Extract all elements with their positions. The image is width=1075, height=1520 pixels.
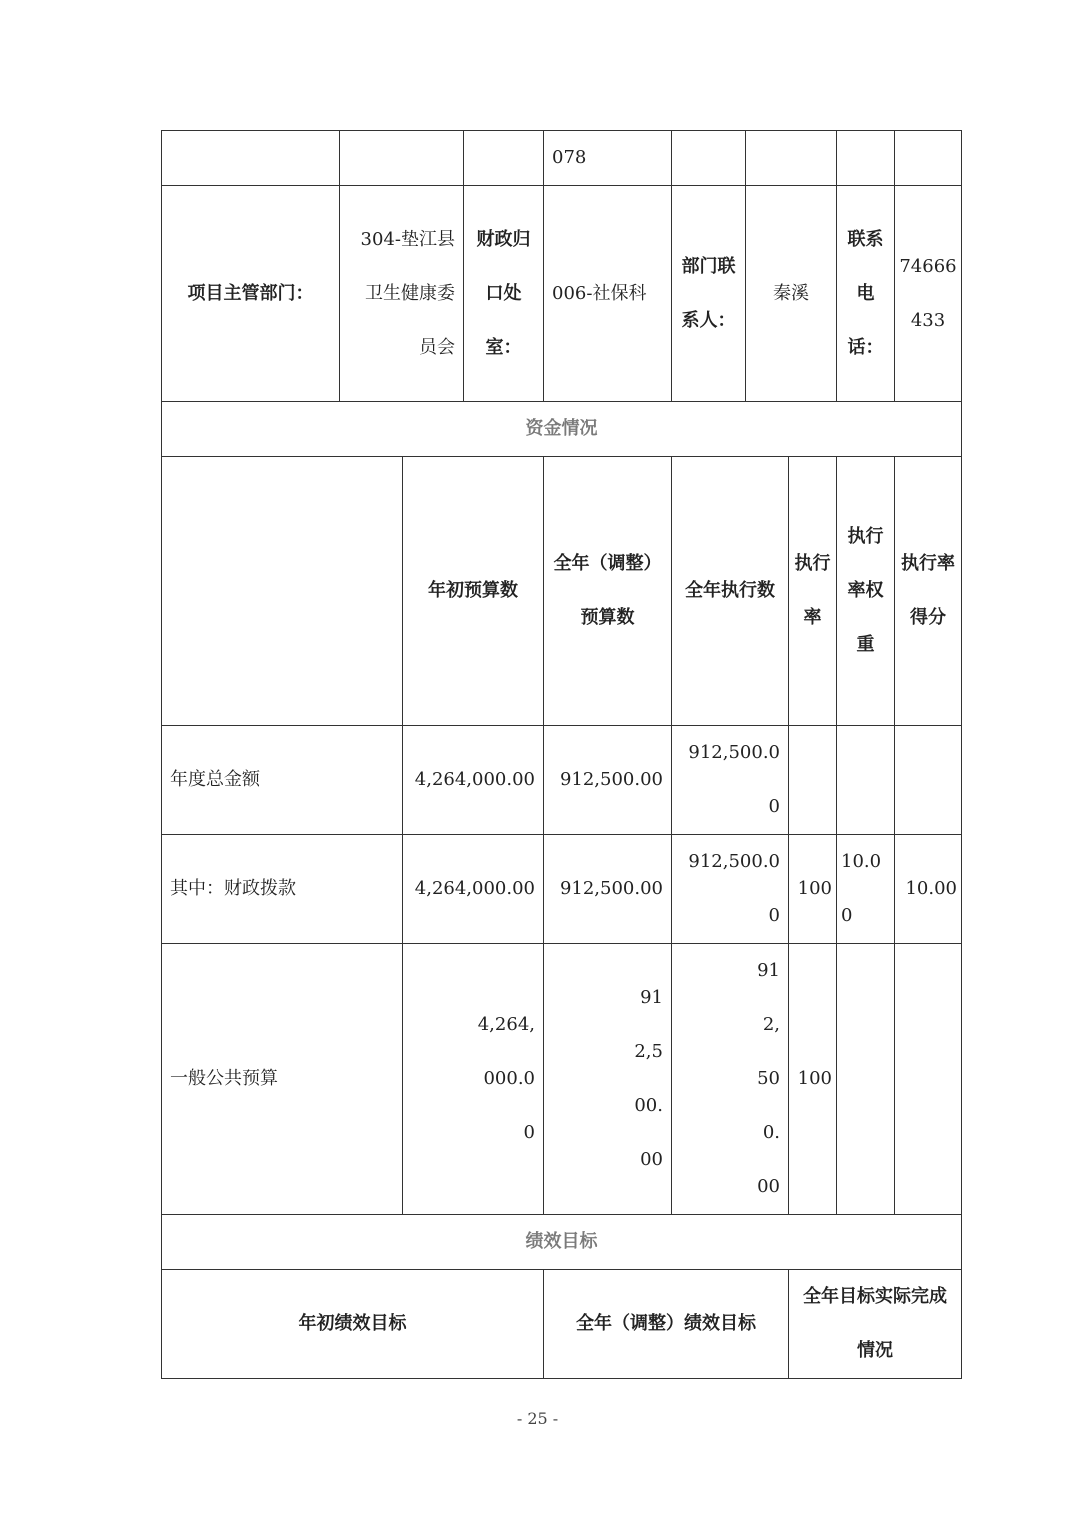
table-row [162, 944, 962, 1215]
header-adjusted-goal: 全年（调整）绩效目标 [544, 1270, 789, 1379]
rate-weight-value [837, 944, 895, 1215]
initial-budget-value: 4,264,000.00 [403, 726, 544, 835]
adjusted-budget-value: 912,500.00 [544, 726, 672, 835]
dept-label: 项目主管部门： [162, 186, 340, 402]
finance-office-value: 006-社保科 [544, 186, 672, 402]
adjusted-budget-value: 912,500.00 [544, 835, 672, 944]
header-rate-score: 执行率得分 [895, 457, 962, 726]
rate-score-value: 10.00 [895, 835, 962, 944]
phone-label: 联系电话： [837, 186, 895, 402]
exec-rate-value [789, 726, 837, 835]
header-adjusted-budget: 全年（调整）预算数 [544, 457, 672, 726]
table-row [162, 726, 962, 835]
executed-value: 912,500.00 [672, 835, 789, 944]
funds-header-row [162, 457, 962, 726]
funds-section-row [162, 402, 962, 457]
empty-cell [162, 131, 340, 186]
goals-section-title: 绩效目标 [162, 1215, 962, 1270]
phone-tail-cell: 078 [544, 131, 672, 186]
table-row [162, 835, 962, 944]
header-initial-goal: 年初绩效目标 [162, 1270, 544, 1379]
department-info-row [162, 186, 962, 402]
row-label: 年度总金额 [162, 726, 403, 835]
contact-person-value: 秦溪 [746, 186, 837, 402]
phone-value: 74666433 [895, 186, 962, 402]
empty-cell [746, 131, 837, 186]
header-actual-completion: 全年目标实际完成情况 [789, 1270, 962, 1379]
adjusted-budget-value: 912,500.00 [544, 944, 672, 1215]
executed-value: 912,500.00 [672, 944, 789, 1215]
header-executed: 全年执行数 [672, 457, 789, 726]
row-label: 一般公共预算 [162, 944, 403, 1215]
executed-value: 912,500.00 [672, 726, 789, 835]
performance-table [161, 130, 962, 1379]
empty-cell [464, 131, 544, 186]
initial-budget-value: 4,264,000.00 [403, 944, 544, 1215]
header-initial-budget: 年初预算数 [403, 457, 544, 726]
funds-section-title: 资金情况 [162, 402, 962, 457]
contact-person-label: 部门联系人： [672, 186, 746, 402]
contact-continuation-row [162, 131, 962, 186]
rate-score-value [895, 726, 962, 835]
empty-cell [895, 131, 962, 186]
empty-cell [837, 131, 895, 186]
header-exec-rate: 执行率 [789, 457, 837, 726]
finance-office-label: 财政归口处室： [464, 186, 544, 402]
exec-rate-value: 100 [789, 944, 837, 1215]
row-label: 其中：财政拨款 [162, 835, 403, 944]
exec-rate-value: 100 [789, 835, 837, 944]
dept-value: 304-垫江县卫生健康委员会 [340, 186, 464, 402]
goals-header-row [162, 1270, 962, 1379]
empty-cell [162, 457, 403, 726]
empty-cell [672, 131, 746, 186]
rate-weight-value: 10.00 [837, 835, 895, 944]
page-number: - 25 - [516, 1409, 559, 1428]
rate-score-value [895, 944, 962, 1215]
initial-budget-value: 4,264,000.00 [403, 835, 544, 944]
header-rate-weight: 执行率权重 [837, 457, 895, 726]
empty-cell [340, 131, 464, 186]
goals-section-row [162, 1215, 962, 1270]
rate-weight-value [837, 726, 895, 835]
